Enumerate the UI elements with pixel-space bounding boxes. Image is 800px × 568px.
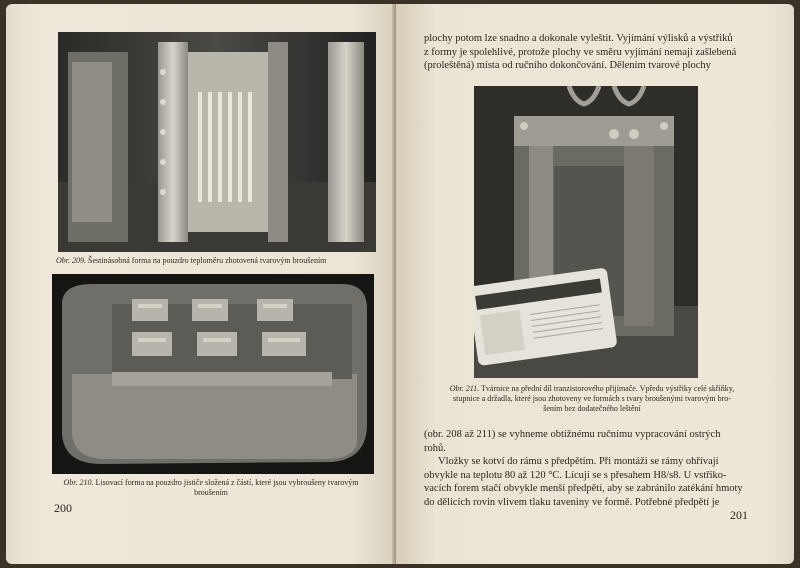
figure-209-photo [58,32,376,252]
figure-209-caption-text: Šestinásobná forma na pouzdro teploměru zhotovená tvarovým broušením [88,256,327,265]
top-paragraph [424,32,748,73]
text-line: (obr. 208 až 211) se vyhneme obtížnému ručnímu vypracování ostrých [424,429,721,440]
text-line: (proleštěná) místa od ručního dokončování. Dělením tvarové plochy [424,60,711,71]
left-page [6,4,396,564]
text-line: z formy je spolehlivé, protože plochy ve směru vyjímání nemají zašlebená [424,46,737,58]
text-line: plochy potom lze snadno a dokonale vyleštit. Vyjímání výlisků a výstřiků [424,33,733,44]
text-line: vacích forem stačí obvykle menší předpětí, aby se zabránilo zatékání hmoty [424,483,743,494]
text-line: do dělicích rovin vlivem tlaku taveniny ve formě. Potřebné předpětí je [424,496,720,508]
page-number-left: 200 [54,501,72,515]
right-page [396,4,794,564]
figure-211-caption-line3: šením bez dodatečného leštění [543,404,641,413]
figure-211-caption-line2: stupnice a držadla, které jsou zhotoveny ve formách s tvary broušenými tvarovým bro- [453,394,731,403]
figure-210-caption-line2: broušením [194,488,228,497]
main-paragraphs [424,428,748,509]
text-line: rohů. [424,442,446,454]
figure-210-photo [52,274,374,474]
mold-photo-210 [52,274,374,474]
figure-210-caption [46,478,376,498]
figure-211-caption-line1: Tvárnice na přední díl tranzistorového přijímače. Vpředu výstřiky celé skříňky, [481,384,735,393]
figure-209-label: Obr. 209. [56,256,87,265]
mold-photo-211 [474,86,698,378]
figure-211-photo [474,86,698,378]
figure-211-label: Obr. 211. [449,384,480,393]
text-line: Vložky se kotví do rámu s předpětím. Při montáži se rámy ohřívají [438,456,719,467]
text-line: obvykle na teplotu 80 až 120 °C. Lícují se s přesahem H8/s8. U vstřiko- [424,469,727,481]
figure-210-caption-line1: Lisovací forma na pouzdro jističe složená z částí, které jsou vybroušeny tvarovým [95,478,359,487]
figure-210-label: Obr. 210. [63,478,94,487]
page-number-right: 201 [730,508,748,522]
figure-209-caption [56,256,386,266]
figure-211-caption [424,384,760,414]
mold-photo-209 [58,32,376,252]
